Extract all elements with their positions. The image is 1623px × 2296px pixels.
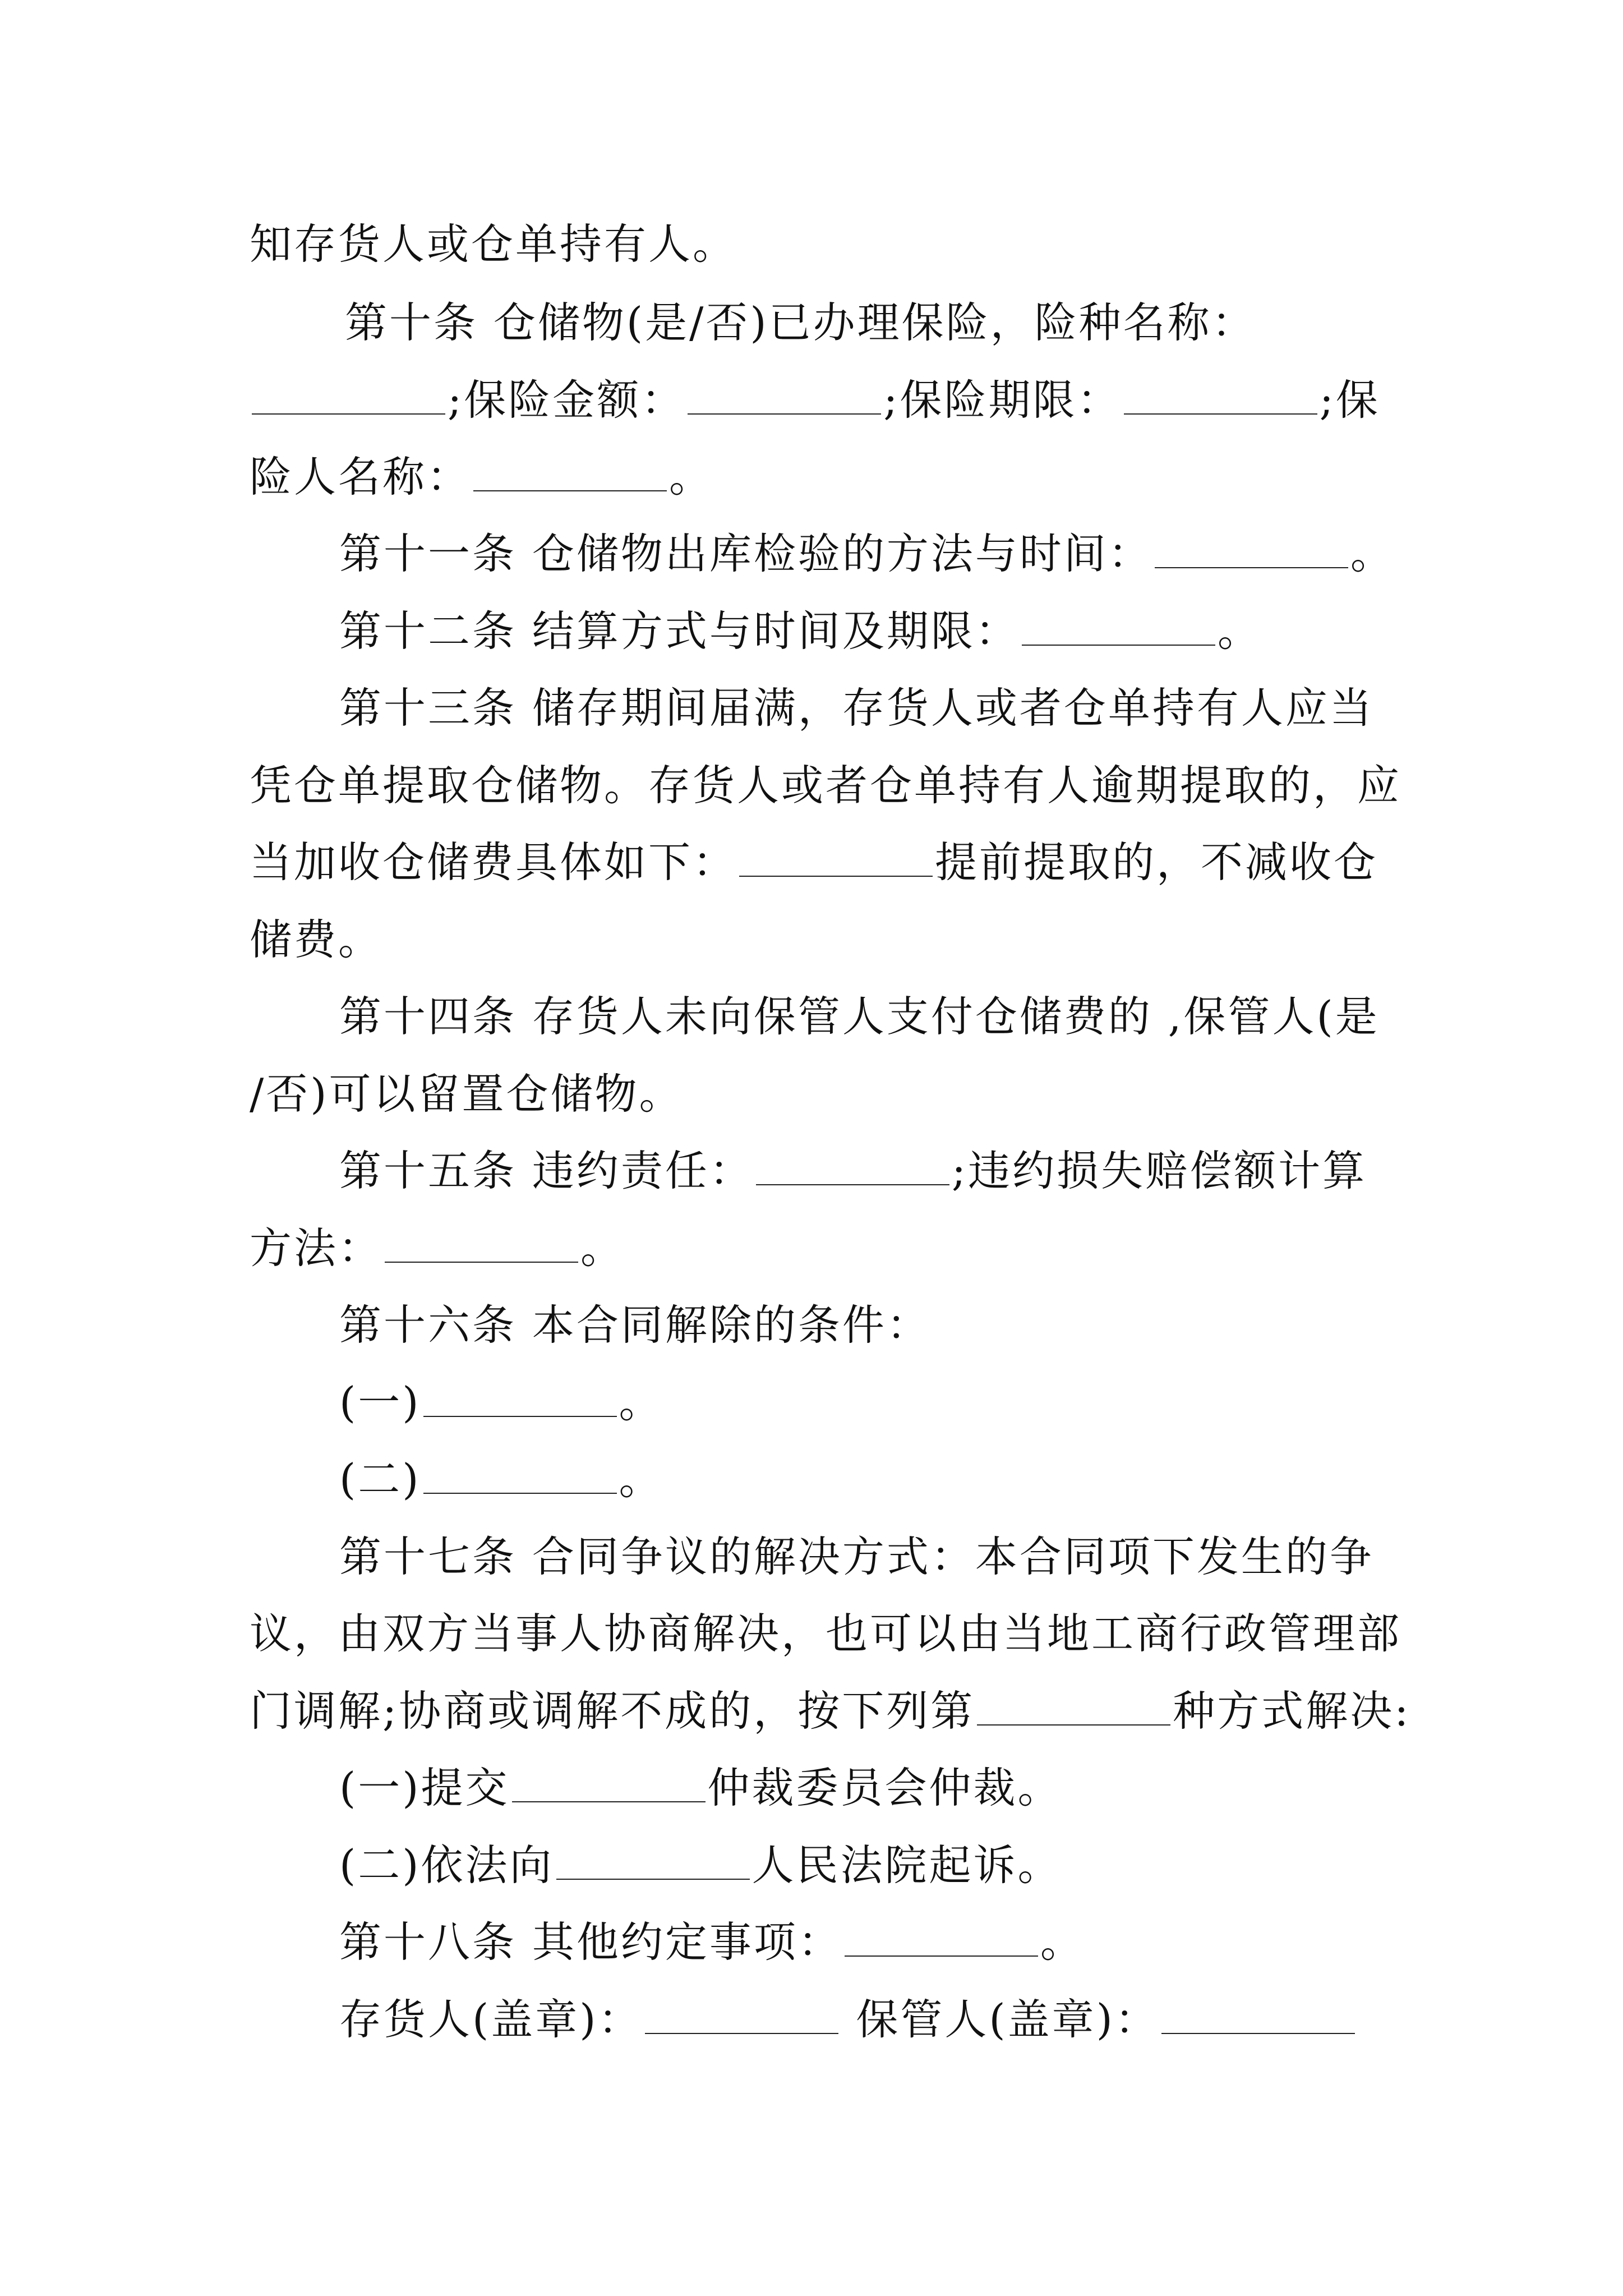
text-segment: 险人名称： (250, 452, 472, 501)
fill-in-blank[interactable] (1155, 530, 1348, 568)
text-segment: 议，由双方当事人协商解决，也可以由当地工商行政管理部 (250, 1609, 1402, 1658)
clause-15-heading (339, 1143, 1367, 1199)
clause-17-heading (339, 1529, 1374, 1585)
text-segment: 人民法院起诉。 (751, 1841, 1062, 1890)
clause-14-heading (339, 988, 1380, 1045)
fill-in-blank[interactable] (688, 376, 881, 415)
clause-16-item-2 (339, 1451, 663, 1507)
text-segment: ;保险金额： (448, 375, 686, 425)
fill-in-blank[interactable] (473, 453, 667, 491)
text-line (250, 1683, 1411, 1739)
text-segment: 。 (619, 1378, 663, 1427)
fill-in-blank[interactable] (845, 1918, 1038, 1957)
text-segment: 第十六条 本合同解除的条件： (339, 1300, 931, 1350)
text-segment: (一)提交 (339, 1763, 510, 1812)
text-segment: 种方式解决: (1173, 1686, 1411, 1736)
text-segment: 第十四条 存货人未向保管人支付仓储费的 ,保管人(是 (339, 992, 1380, 1041)
clause-16-heading (339, 1297, 931, 1353)
fill-in-blank[interactable] (385, 1225, 578, 1263)
text-segment: (二)依法向 (339, 1841, 554, 1890)
text-line (250, 449, 713, 505)
text-segment: 第十三条 储存期间届满，存货人或者仓单持有人应当 (339, 683, 1374, 733)
text-segment: 。 (619, 1455, 663, 1504)
text-segment: 第十七条 合同争议的解决方式：本合同项下发生的争 (339, 1532, 1374, 1581)
clause-11 (339, 526, 1395, 582)
text-segment: 第十五条 违约责任： (339, 1146, 754, 1195)
fill-in-blank[interactable] (512, 1764, 706, 1802)
text-segment: 凭仓单提取仓储物。存货人或者仓单持有人逾期提取的，应 (250, 761, 1402, 810)
text-line (250, 912, 382, 968)
clause-18 (339, 1914, 1085, 1970)
text-segment: 。 (1040, 1917, 1085, 1967)
text-segment: 门调解;协商或调解不成的，按下列第 (250, 1686, 975, 1736)
fill-in-blank[interactable] (977, 1687, 1170, 1726)
fill-in-blank[interactable] (423, 1456, 617, 1494)
text-segment: ;保 (1319, 375, 1380, 425)
text-line (250, 216, 737, 272)
text-segment: 。 (1217, 606, 1262, 656)
clause-10-heading (345, 295, 1256, 351)
text-segment: 仲裁委员会仲裁。 (707, 1763, 1062, 1812)
fill-in-blank[interactable] (1022, 608, 1215, 646)
text-segment: 当加收仓储费具体如下： (250, 838, 737, 887)
signature-line (339, 1991, 1357, 2047)
text-line (250, 1605, 1401, 1662)
text-segment: ;违约损失赔偿额计算 (951, 1146, 1367, 1195)
clause-12 (339, 603, 1262, 659)
text-segment: 知存货人或仓单持有人。 (250, 219, 737, 269)
text-segment: (一) (339, 1378, 421, 1427)
text-segment: 。 (580, 1223, 625, 1273)
clause-17-option-1 (339, 1760, 1062, 1816)
clause-13-heading (339, 680, 1374, 736)
text-segment: 第十条 仓储物(是/否)已办理保险，险种名称： (345, 298, 1256, 347)
text-line (250, 757, 1401, 813)
text-segment: 存货人(盖章)： (339, 1995, 643, 2044)
text-line (250, 372, 1380, 428)
fill-in-blank[interactable] (1161, 1996, 1355, 2034)
text-segment: 方法： (250, 1223, 383, 1273)
fill-in-blank[interactable] (1124, 376, 1317, 415)
text-segment: ;保险期限： (883, 375, 1122, 425)
text-segment: 。 (669, 452, 714, 501)
text-segment: /否)可以留置仓储物。 (250, 1069, 684, 1119)
text-segment: 第十一条 仓储物出库检验的方法与时间： (339, 529, 1152, 578)
text-line (250, 1066, 684, 1122)
text-segment: 储费。 (250, 915, 383, 964)
text-segment: 保管人(盖章)： (840, 1995, 1159, 2044)
fill-in-blank[interactable] (739, 839, 933, 877)
text-segment: 提前提取的，不减收仓 (935, 838, 1378, 887)
fill-in-blank[interactable] (423, 1379, 617, 1417)
text-segment: 第十八条 其他约定事项： (339, 1917, 842, 1967)
fill-in-blank[interactable] (252, 376, 445, 415)
text-segment: (二) (339, 1455, 421, 1504)
text-line (250, 1220, 625, 1276)
fill-in-blank[interactable] (556, 1842, 750, 1880)
fill-in-blank[interactable] (645, 1996, 838, 2034)
clause-17-option-2 (339, 1837, 1062, 1893)
clause-16-item-1 (339, 1374, 663, 1430)
fill-in-blank[interactable] (756, 1147, 949, 1185)
text-segment: 第十二条 结算方式与时间及期限： (339, 606, 1020, 656)
text-line (250, 834, 1378, 890)
text-segment: 。 (1350, 529, 1395, 578)
